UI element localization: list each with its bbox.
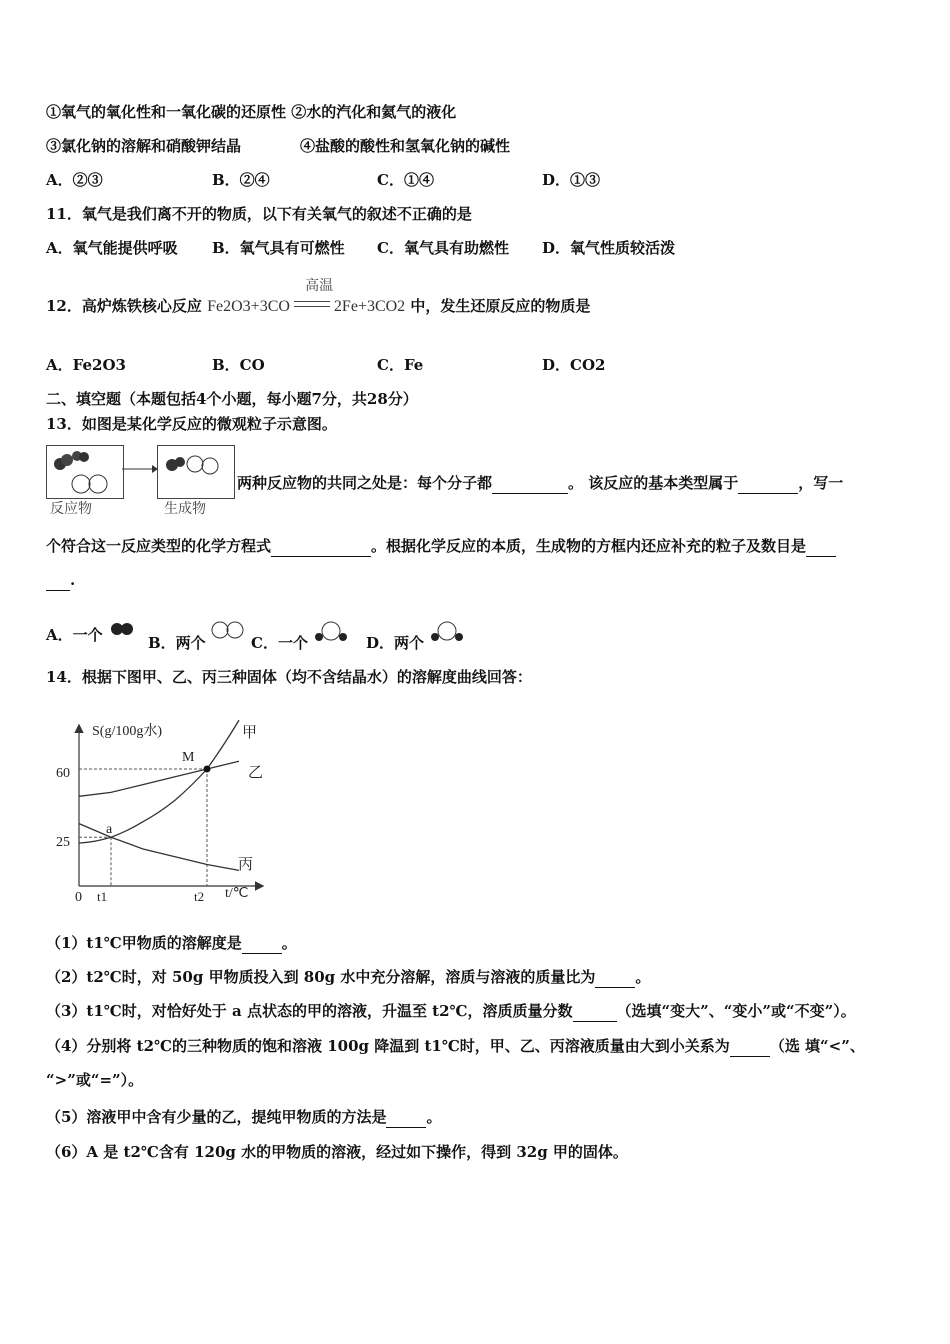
q13-option-d-label: D．两个 [366, 634, 425, 652]
answer-blank[interactable] [595, 967, 635, 988]
q12-stem [46, 279, 591, 317]
q14-p4 [46, 1036, 865, 1057]
q12-condition: 高温 [305, 279, 334, 294]
q14-p4-hint: （选 填“<”、 [769, 1037, 865, 1055]
q13-text-line2 [46, 536, 836, 557]
q11-option-a: A．氧气能提供呼吸 [46, 239, 178, 257]
q13-text-f: . [70, 571, 76, 589]
answer-blank[interactable] [738, 473, 798, 494]
y-tick-25: 25 [56, 835, 70, 850]
molecule-icon [429, 620, 465, 644]
guide-lines [79, 769, 207, 886]
q14-p1 [46, 933, 297, 954]
q13-text-line3 [46, 570, 75, 591]
reactant-particles [47, 446, 123, 498]
answer-blank[interactable] [730, 1036, 770, 1057]
curve-bing [79, 824, 239, 871]
series-label-yi: 乙 [248, 765, 264, 781]
q12-prefix: 12．高炉炼铁核心反应 [46, 297, 202, 315]
two-filled-atoms-icon [108, 620, 138, 638]
q13-stem: 13．如图是某化学反应的微观粒子示意图。 [46, 415, 337, 433]
q12-eq-sign [294, 301, 330, 307]
q13-option-a-label: A．一个 [46, 626, 103, 644]
q10-line2a: ③氯化钠的溶解和硝酸钾结晶 [46, 137, 242, 155]
reactant-label: 反应物 [50, 501, 92, 517]
q14-p2 [46, 967, 650, 988]
q11-option-d: D．氧气性质较活泼 [542, 239, 676, 257]
point-label-a: a [106, 822, 113, 837]
point-label-m: M [182, 750, 195, 765]
product-label: 生成物 [164, 501, 206, 517]
q14-p4-text: （4）分别将 t2℃的三种物质的饱和溶液 100g 降温到 t1℃时，甲、乙、丙溶液质量由大到小关系为 [46, 1037, 730, 1055]
q13-option-b-label: B．两个 [148, 634, 206, 652]
product-box [157, 445, 235, 499]
q10-option-d: D．①③ [542, 171, 601, 189]
q13-text-b: 。 该反应的基本类型属于 [568, 474, 739, 492]
point-m [204, 766, 211, 773]
q14-p2-text: （2）t2℃时，对 50g 甲物质投入到 80g 水中充分溶解，溶质与溶液的质量比为 [46, 968, 596, 986]
q12-option-a: A．Fe2O3 [46, 356, 126, 374]
answer-blank[interactable] [573, 1001, 617, 1022]
q14-p5 [46, 1107, 441, 1128]
q13-text-c: ，写一 [798, 474, 844, 492]
q10-line2b: ④盐酸的酸性和氢氧化钠的碱性 [300, 137, 511, 155]
curve-yi [79, 761, 239, 796]
answer-blank[interactable] [242, 933, 282, 954]
arrow-icon [122, 462, 158, 476]
series-label-bing: 丙 [238, 857, 254, 873]
q11-stem: 11．氧气是我们离不开的物质，以下有关氧气的叙述不正确的是 [46, 205, 472, 223]
q13-option-a [46, 620, 138, 645]
q13-text-line1 [237, 473, 843, 494]
answer-blank[interactable] [386, 1107, 426, 1128]
q10-option-c: C．①④ [377, 171, 434, 189]
q13-text-a: 两种反应物的共同之处是：每个分子都 [237, 474, 493, 492]
q14-period: 。 [281, 934, 297, 952]
q12-equation [207, 279, 406, 317]
answer-blank[interactable] [806, 536, 836, 557]
q13-option-c [251, 620, 349, 653]
x-tick-0: 0 [75, 890, 82, 905]
q14-p3 [46, 1001, 856, 1022]
y-axis-label: S(g/100g水) [92, 724, 162, 739]
product-particles [158, 446, 234, 498]
q14-period: 。 [635, 968, 651, 986]
q13-option-d [366, 620, 465, 653]
q10-option-b: B．②④ [212, 171, 270, 189]
q12-eq-left: Fe2O3+3CO [207, 298, 290, 315]
q12-eq-right: 2Fe+3CO2 [333, 298, 406, 315]
curves [79, 720, 239, 870]
q12-option-b: B．CO [212, 356, 265, 374]
q12-suffix: 中，发生还原反应的物质是 [410, 297, 591, 315]
q12-option-c: C．Fe [377, 356, 424, 374]
q14-p6: （6）A 是 t2℃含有 120g 水的甲物质的溶液，经过如下操作，得到 32g 甲的固体。 [46, 1143, 628, 1161]
q11-option-b: B．氧气具有可燃性 [212, 239, 345, 257]
two-hollow-atoms-icon [211, 620, 245, 642]
section-2-heading: 二、填空题（本题包括4个小题，每小题7分，共28分） [46, 390, 418, 408]
x-axis-label: t/℃ [225, 886, 249, 901]
q12-option-d: D．CO2 [542, 356, 606, 374]
q14-period: 。 [426, 1108, 442, 1126]
q10-line1: ①氧气的氧化性和一氧化碳的还原性 ②水的汽化和氦气的液化 [46, 103, 457, 121]
q14-p3-hint: （选填“变大”、“变小”或“不变”）。 [616, 1002, 856, 1020]
q10-option-a: A．②③ [46, 171, 103, 189]
q11-option-c: C．氧气具有助燃性 [377, 239, 509, 257]
q13-text-d: 个符合这一反应类型的化学方程式 [46, 537, 272, 555]
q13-text-e: 。根据化学反应的本质，生成物的方框内还应补充的粒子及数目是 [371, 537, 807, 555]
solubility-chart [40, 710, 280, 910]
q14-stem: 14．根据下图甲、乙、丙三种固体（均不含结晶水）的溶解度曲线回答： [46, 668, 532, 686]
x-tick-t1: t1 [97, 889, 108, 904]
q14-p3-text: （3）t1℃时，对恰好处于 a 点状态的甲的溶液，升温至 t2℃，溶质质量分数 [46, 1002, 573, 1020]
x-tick-t2: t2 [194, 889, 205, 904]
q14-p4-cont: “>”或“=”）。 [46, 1071, 144, 1089]
molecule-icon [313, 620, 349, 644]
q13-option-b [148, 620, 245, 653]
q13-option-c-label: C．一个 [251, 634, 308, 652]
y-tick-60: 60 [56, 766, 70, 781]
answer-blank[interactable] [492, 473, 568, 494]
answer-blank[interactable] [46, 570, 70, 591]
q14-p1-text: （1）t1℃甲物质的溶解度是 [46, 934, 242, 952]
answer-blank[interactable] [271, 536, 371, 557]
reactant-box [46, 445, 124, 499]
q14-p5-text: （5）溶液甲中含有少量的乙，提纯甲物质的方法是 [46, 1108, 387, 1126]
series-label-jia: 甲 [242, 725, 258, 741]
